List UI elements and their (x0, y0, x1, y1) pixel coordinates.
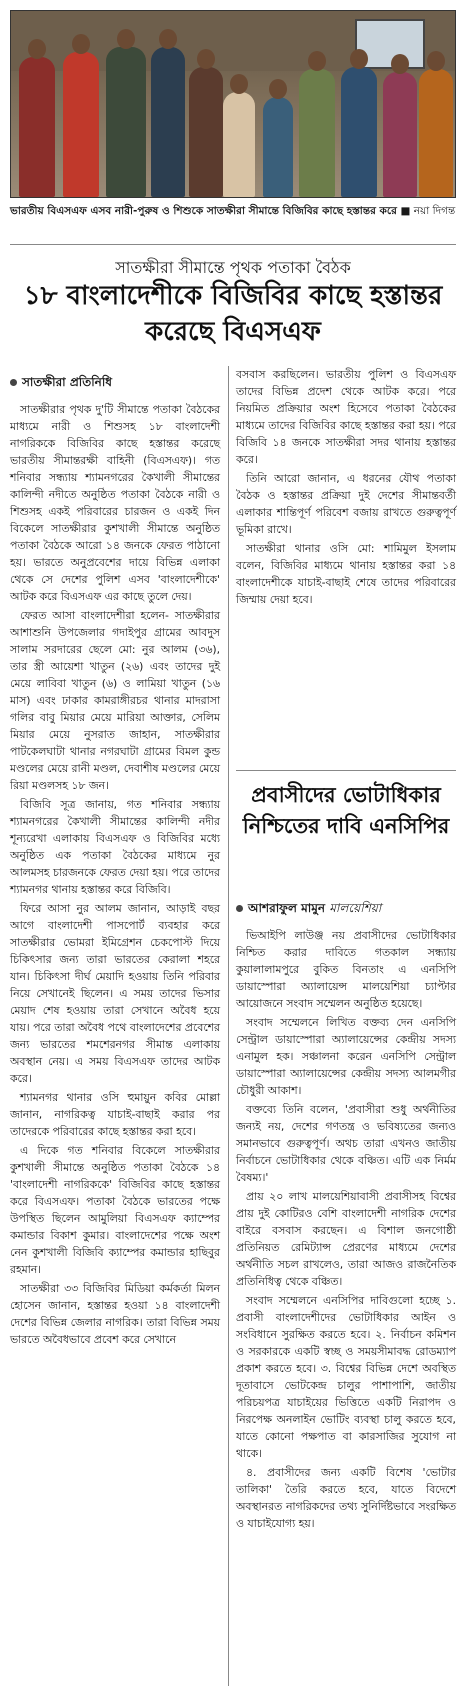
paragraph: তিনি আরো জানান, এ ধরনের যৌথ পতাকা বৈঠক ও হস্তান্তর প্রক্রিয়া দুই দেশের সীমান্তবর্তী এলাকার শান্তিপূর্ণ পরিবেশ বজায় রাখতে গুরুত্বপূর্ণ ভূমিকা রাখে। (236, 472, 456, 536)
photo-person (341, 67, 377, 197)
main-story-column (10, 374, 220, 1350)
photo-person (419, 69, 453, 197)
caption-credit: ■ নয়া দিগন্ত (400, 205, 456, 217)
divider (10, 244, 456, 245)
photo-person (19, 57, 55, 197)
bullet-icon (10, 379, 17, 386)
paragraph: সাতক্ষীরার পৃথক দু'টি সীমান্তে পতাকা বৈঠকের মাধ্যমে নারী ও শিশুসহ ১৮ বাংলাদেশী নাগরিককে বিজিবির কাছে হস্তান্তর করেছে ভারতীয় সীমান্তরক্ষী বাহিনী (বিএসএফ)। গত শনিবার সন্ধ্যায় শ্যামনগরের কৈখালী সীমান্তের কালিন্দী নদীতে অনুষ্ঠিত পতাকা বৈঠকে নারী ও শিশুসহ একই পরিবারের চারজন ও একই দিন বিকেলে সাতক্ষীরার কুশখালী সীমান্তে অনুষ্ঠিত পতাকা বৈঠকে আরো ১৪ জনকে ফেরত পাঠানো হয়। ভারতে অনুপ্রবেশের দায়ে বিভিন্ন এলাকা থেকে সে দেশের পুলিশ এসব 'বাংলাদেশীকে' আটক করে বিএসএফ এর কাছে তুলে দেয়। (10, 403, 220, 603)
photo-caption (10, 204, 456, 219)
paragraph: সাতক্ষীরা ৩৩ বিজিবির মিডিয়া কর্মকর্তা মিলন হোসেন জানান, হস্তান্তর হওয়া ১৪ বাংলাদেশী দেশের বিভিন্ন জেলার নাগরিক। তারা বিভিন্ন সময় ভারতে অবৈধভাবে প্রবেশ করে সেখানে (10, 1282, 220, 1346)
byline (10, 374, 220, 391)
main-story-continued (236, 366, 456, 610)
paragraph: বিজিবি সূত্র জানায়, গত শনিবার সন্ধ্যায় শ্যামনগরের কৈখালী সীমান্তের কালিন্দী নদীর শূন্যরেখা এলাকায় বিএসএফ ও বিজিবির মধ্যে অনুষ্ঠিত এক পতাকা বৈঠকের মাধ্যমে নুর আলমসহ চারজনকে ফেরত দেয়া হয়। পরে তাদের শ্যামনগর থানায় হস্তান্তর করে বিজিবি। (10, 798, 220, 896)
second-headline: প্রবাসীদের ভোটাধিকার নিশ্চিতের দাবি এনসিপির (242, 783, 450, 838)
paragraph: ফেরত আসা বাংলাদেশীরা হলেন- সাতক্ষীরার আশাশুনি উপজেলার গদাইপুর গ্রামের আবদুস সালাম সরদারের ছেলে মো: নুর আলম (৩৬), তার স্ত্রী আয়েশা খাতুন (২৬) এবং তাদের দুই মেয়ে লাবিবা খাতুন (৬) ও লামিয়া খাতুন (১৬ মাস) এবং ঢাকার কামরাঙ্গীরচর থানার মাদরাসা গলির বাবু মিয়ার মেয়ে মারিয়া আক্তার, সেলিম মিয়ার মেয়ে নুসরাত জাহান, সাতক্ষীরার পাটকেলঘাটা থানার নগরঘাটা গ্রামের বিমল কুন্ড মণ্ডলের মেয়ে রানী মণ্ডল, দেবাশীষ মণ্ডলের মেয়ে রিয়া মণ্ডলসহ ১৮ জন। (10, 609, 220, 792)
kicker: সাতক্ষীরা সীমান্তে পৃথক পতাকা বৈঠক (115, 258, 351, 277)
byline-name: আশরাফুল মামুন (248, 901, 326, 915)
photo-person (63, 52, 99, 197)
paragraph: বসবাস করছিলেন। ভারতীয় পুলিশ ও বিএসএফ তাদের বিভিন্ন প্রদেশ থেকে আটক করে। পরে নিয়মিত প্রক্রিয়ার অংশ হিসেবে পতাকা বৈঠকের মাধ্যমে তাদের বিজিবির কাছে হস্তান্তর করা হয়। পরে বিজিবি ১৪ জনকে সাতক্ষীরা সদর থানায় হস্তান্তর করে। (236, 368, 456, 466)
second-story-column (236, 900, 456, 1534)
paragraph: শ্যামনগর থানার ওসি হুমায়ুন কবির মোল্লা জানান, নাগরিকত্ব যাচাই-বাছাই করার পর তাদেরকে পরিবারের কাছে হস্তান্তর করা হবে। (10, 1091, 220, 1138)
photo-person (151, 47, 185, 197)
news-photo (10, 10, 456, 198)
paragraph: এ দিকে গত শনিবার বিকেলে সাতক্ষীরার কুশখালী সীমান্তে অনুষ্ঠিত পতাকা বৈঠকে ১৪ 'বাংলাদেশী নাগরিককে' বিজিবির কাছে হস্তান্তর করে বিএসএফ। পতাকা বৈঠকে ভারতের পক্ষে উপস্থিত ছিলেন আমুলিয়া বিএসএফ ক্যাম্পের কমান্ডার বিকাশ কুমার। বাংলাদেশের পক্ষে অংশ নেন কুশখালী বিজিবি ক্যাম্পের কমান্ডার হাছিবুর রহমান। (10, 1144, 220, 1276)
paragraph: বক্তব্যে তিনি বলেন, 'প্রবাসীরা শুধু অর্থনীতির জন্যই নয়, দেশের গণতন্ত্র ও ভবিষ্যতের জন্যও সমানভাবে গুরুত্বপূর্ণ। অথচ তারা এখনও জাতীয় নির্বাচনে ভোটাধিকার থেকে বঞ্চিত। এটি এক নির্মম বৈষম্য।' (236, 1103, 456, 1184)
photo-person (223, 92, 255, 197)
photo-person (263, 97, 293, 197)
caption-text: ভারতীয় বিএসএফ এসব নারী-পুরুষ ও শিশুকে সাতক্ষীরা সীমান্তে বিজিবির কাছে হস্তান্তর করে (10, 205, 397, 217)
bullet-icon (236, 905, 243, 912)
photo-person (383, 72, 417, 197)
paragraph: ভিআইপি লাউঞ্জ নয় প্রবাসীদের ভোটাধিকার নিশ্চিত করার দাবিতে গতকাল সন্ধ্যায় কুয়ালালামপুরে বুকিত বিনতাং এ এনসিপি ডায়াস্পোরা অ্যালায়েন্স মালয়েশিয়া চ্যাপ্টার আয়োজনে সংবাদ সম্মেলন অনুষ্ঠিত হয়েছে। (236, 929, 456, 1010)
byline-name: সাতক্ষীরা প্রতিনিধি (22, 375, 112, 389)
paragraph: ফিরে আসা নুর আলম জানান, আড়াই বছর আগে বাংলাদেশী পাসপোর্ট ব্যবহার করে সাতক্ষীরার ভোমরা ইমিগ্রেশন চেকপোস্ট দিয়ে চিকিৎসার জন্য তারা ভারতের কেরালা শহরে যান। চিকিৎসা দীর্ঘ মেয়াদি হওয়ায় তিনি পরিবার নিয়ে সেখানেই ছিলেন। এ সময় তাদের ভিসার মেয়াদ শেষ হওয়ায় তারা সেখানে অবৈধ হয়ে যায়। পরে তারা অবৈধ পথে বাংলাদেশের প্রবেশের জন্য ভারতের শমশেরনগর সীমান্ত এলাকায় অবস্থান নেয়। এ সময় বিএসএফ তাদের আটক করে। (10, 902, 220, 1085)
paragraph: সংবাদ সম্মেলনে এনসিপির দাবিগুলো হচ্ছে ১. প্রবাসী বাংলাদেশীদের ভোটাধিকার আইন ও সংবিধানে সুরক্ষিত করতে হবে। ২. নির্বাচন কমিশন ও সরকারকে একটি স্বচ্ছ ও সময়সীমাবদ্ধ রোডম্যাপ প্রকাশ করতে হবে। ৩. বিশ্বের বিভিন্ন দেশে অবস্থিত দূতাবাসে ভোটকেন্দ্র চালুর পাশাপাশি, জাতীয় পরিচয়পত্র যাচাইয়ের ভিত্তিতে একটি নিরাপদ ও নিরপেক্ষ অনলাইন ভোটিং ব্যবস্থা চালু করতে হবে, যাতে কোনো পক্ষপাত বা কারসাজির সুযোগ না থাকে। (236, 1294, 456, 1460)
paragraph: প্রায় ২০ লাখ মালয়েশিয়াবাসী প্রবাসীসহ বিশ্বের প্রায় দুই কোটিরও বেশি বাংলাদেশী নাগরিক দেশের বাইরে বসবাস করছেন। এ বিশাল জনগোষ্ঠী প্রতিনিয়ত রেমিট্যান্স প্রেরণের মাধ্যমে দেশের অর্থনীতি সচল রাখলেও, তারা আজও রাজনৈতিক প্রতিনিধিত্ব থেকে বঞ্চিত। (236, 1190, 456, 1288)
divider (236, 770, 456, 771)
photo-person (106, 47, 146, 197)
paragraph: সাতক্ষীরা থানার ওসি মো: শামিমুল ইসলাম বলেন, বিজিবির মাধ্যমে থানায় হস্তান্তর করা ১৪ বাংলাদেশীকে যাচাই-বাছাই শেষে তাদের পরিবারের জিম্মায় দেয়া হবে। (236, 542, 456, 606)
photo-person (189, 67, 223, 197)
photo-person (299, 69, 335, 197)
paragraph: ৪. প্রবাসীদের জন্য একটি বিশেষ 'ভোটার তালিকা' তৈরি করতে হবে, যাতে বিদেশে অবস্থানরত নাগরিকদের তথ্য সুনির্দিষ্টভাবে সংরক্ষিত ও যাচাইযোগ্য হয়। (236, 1466, 456, 1530)
byline-location: মালয়েশিয়া (329, 901, 382, 915)
main-headline: ১৮ বাংলাদেশীকে বিজিবির কাছে হস্তান্তর করেছে বিএসএফ (23, 281, 443, 347)
column-divider (228, 366, 229, 1686)
byline (236, 900, 456, 917)
paragraph: সংবাদ সম্মেলনে লিখিত বক্তব্য দেন এনসিপি সেন্ট্রাল ডায়াস্পোরা অ্যালায়েন্সের কেন্দ্রীয় সদস্য এনামুল হক। সঞ্চালনা করেন এনসিপি সেন্ট্রাল ডায়াস্পোরা অ্যালায়েন্সের কেন্দ্রীয় সদস্য আলমগীর চৌধুরী আকাশ। (236, 1016, 456, 1097)
